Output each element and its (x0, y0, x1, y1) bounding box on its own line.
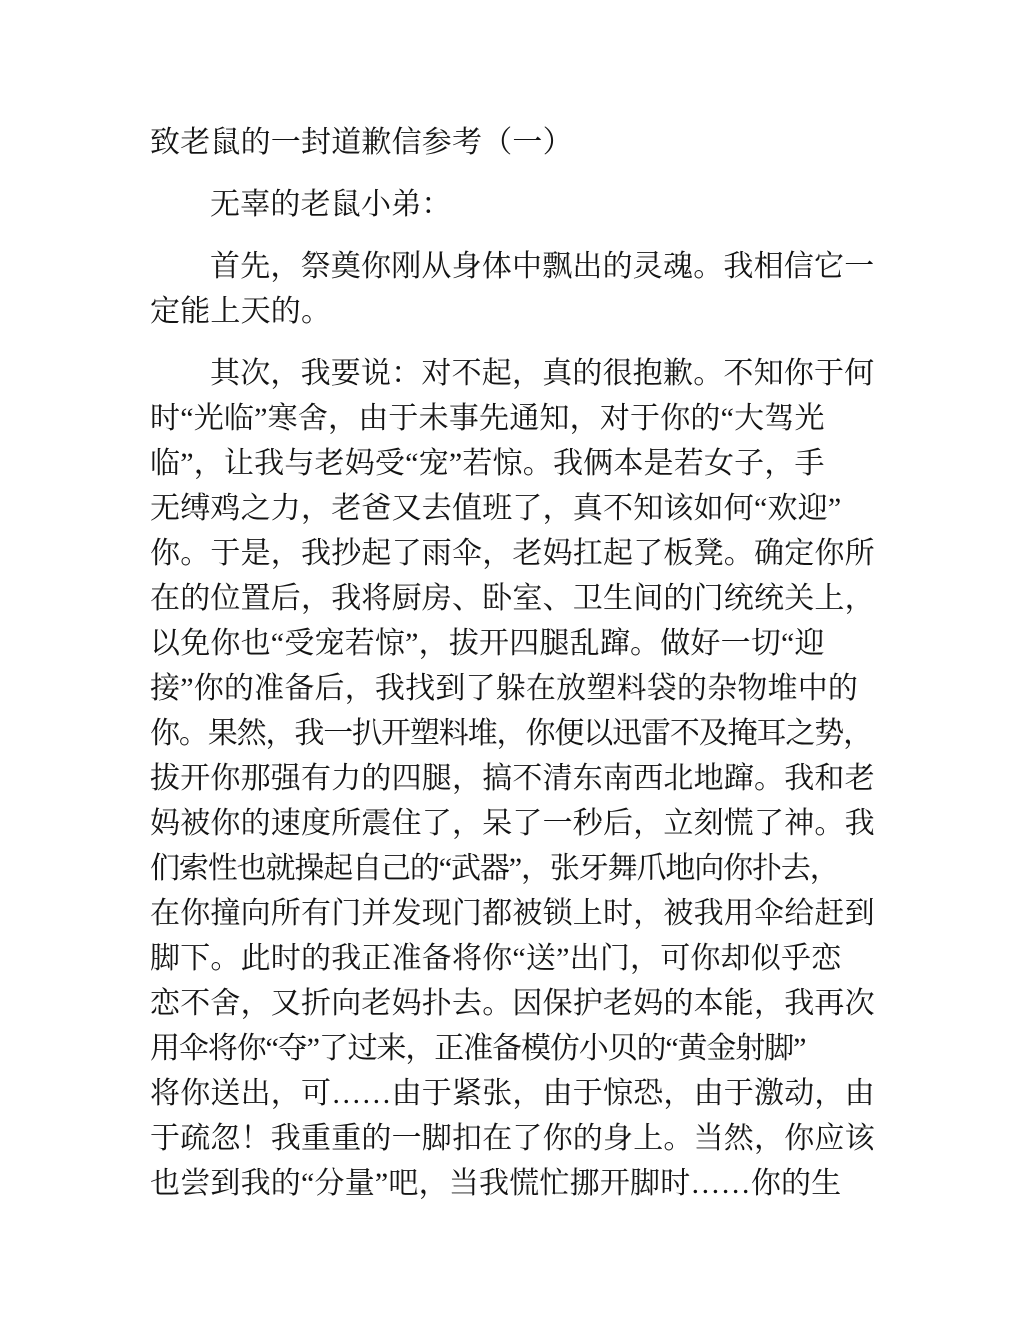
text-line: 恋不舍，又折向老妈扑去。因保护老妈的本能，我再次 (150, 987, 875, 1020)
text-line: 拔开你那强有力的四腿，搞不清东南西北地蹿。我和老 (150, 762, 875, 795)
text-line: 无缚鸡之力，老爸又去值班了，真不知该如何“欢迎” (150, 492, 842, 525)
text-line: 接”你的准备后，我找到了躲在放塑料袋的杂物堆中的 (150, 672, 859, 705)
text-line: 在的位置后，我将厨房、卧室、卫生间的门统统关上， (150, 582, 875, 615)
text-line: 致老鼠的一封道歉信参考（一） (150, 126, 573, 159)
paragraph (150, 351, 875, 1206)
text-line: 也尝到我的“分量”吧，当我慌忙挪开脚时……你的生 (150, 1167, 842, 1200)
text-line: 们索性也就操起自己的“武器”，张牙舞爪地向你扑去， (150, 852, 839, 885)
document-body (150, 120, 875, 1223)
text-line: 用伞将你“夺”了过来，正准备模仿小贝的“黄金射脚” (150, 1032, 806, 1065)
text-line: 时“光临”寒舍，由于未事先通知，对于你的“大驾光 (150, 402, 825, 435)
text-line: 其次，我要说：对不起，真的很抱歉。不知你于何 (210, 357, 875, 390)
text-line: 于疏忽！我重重的一脚扣在了你的身上。当然，你应该 (150, 1122, 875, 1155)
text-line: 定能上天的。 (150, 295, 332, 328)
salutation (150, 182, 872, 227)
text-line: 将你送出，可……由于紧张，由于惊恐，由于激动，由 (150, 1077, 875, 1110)
text-line: 以免你也“受宠若惊”，拔开四腿乱蹿。做好一切“迎 (150, 627, 825, 660)
text-line: 首先，祭奠你刚从身体中飘出的灵魂。我相信它一 (210, 250, 875, 283)
text-line: 脚下。此时的我正准备将你“送”出门，可你却似乎恋 (150, 942, 842, 975)
text-line: 临”，让我与老妈受“宠”若惊。我俩本是若女子，手 (150, 447, 825, 480)
text-line: 在你撞向所有门并发现门都被锁上时，被我用伞给赶到 (150, 897, 875, 930)
doc-title (150, 120, 872, 165)
text-line: 妈被你的速度所震住了，呆了一秒后，立刻慌了神。我 (150, 807, 875, 840)
text-line: 你。于是，我抄起了雨伞，老妈扛起了板凳。确定你所 (150, 537, 875, 570)
text-line: 你。果然，我一扒开塑料堆，你便以迅雷不及掩耳之势， (150, 717, 872, 750)
paragraph (150, 244, 875, 334)
text-line: 无辜的老鼠小弟： (210, 188, 452, 221)
